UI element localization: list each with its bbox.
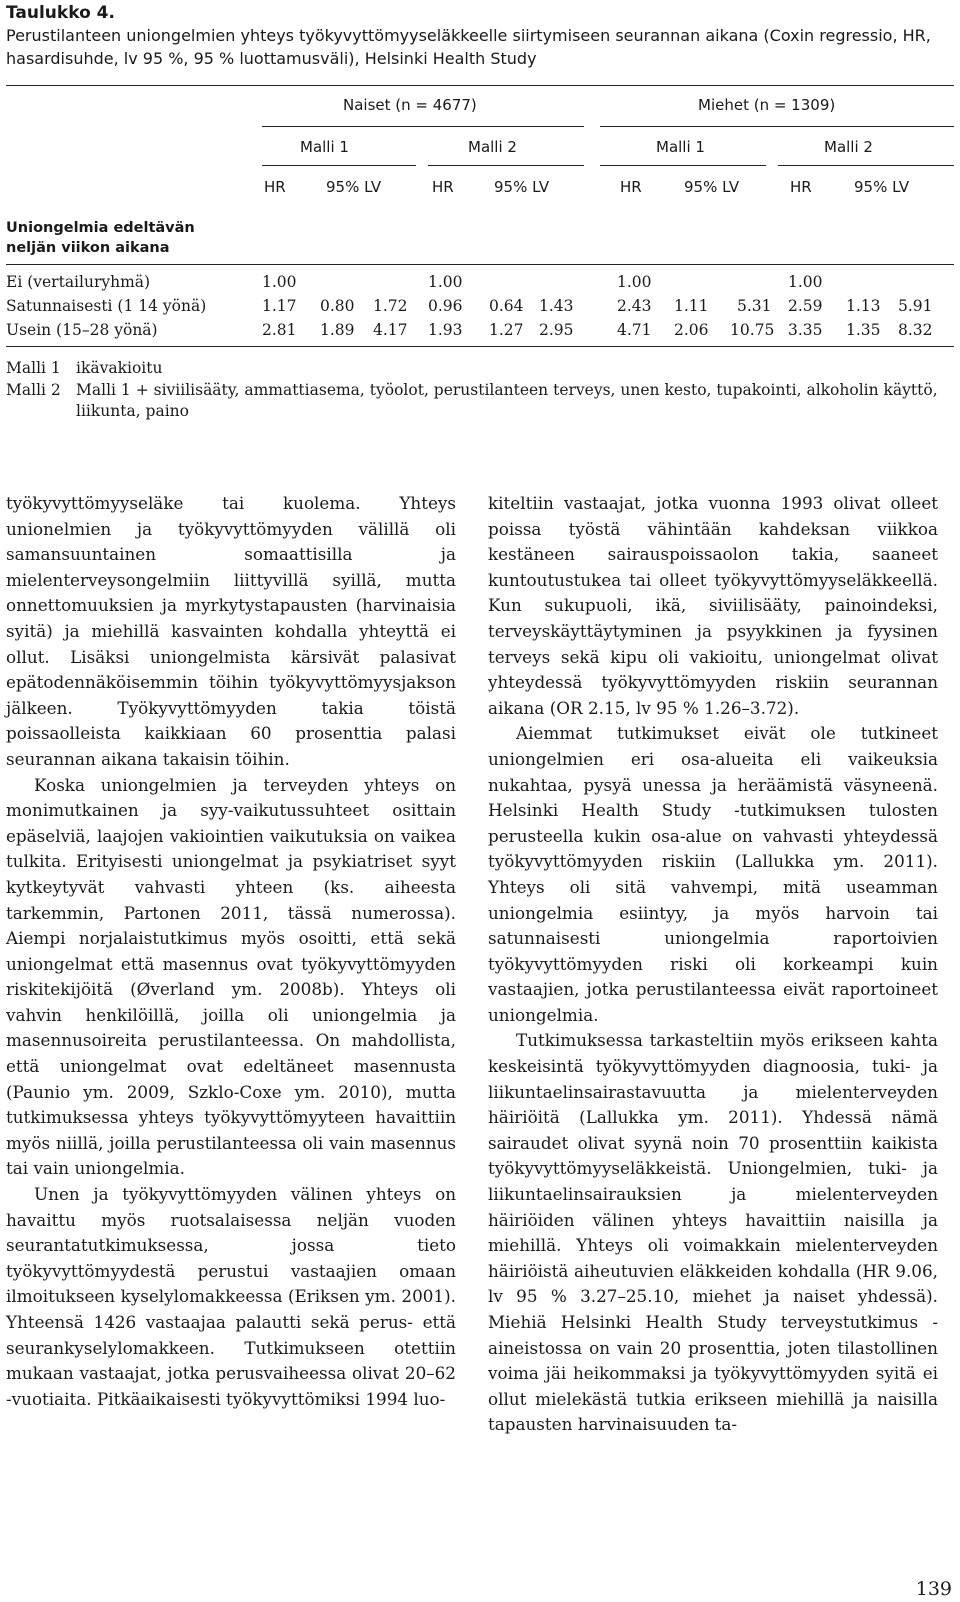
subheader-hr: HR (620, 178, 642, 196)
subheader-ci: 95% LV (326, 178, 382, 196)
model-rule-2 (428, 165, 584, 166)
paragraph: Tutkimuksessa tarkasteltiin myös erikseen kahta keskeisintä työkyvyttömyyden diagnoosia, tuki- ja liikuntaelinsairastavuutta ja mielenterveyden häiriöitä (Lallukka ym. 2011). Yhdessä nämä sairaudet olivat syynä noin 70 prosenttiin kaikista työkyvyttömyyseläkkeistä. Uniongelmien, tuki- ja liikuntaelinsairauksien ja mielenterveyden häiriöiden välinen yhteys havaittiin naisilla ja miehillä. Yhteys oli voimakkain mielenterveyden häiriöistä aiheutuvien eläkkeiden kohdalla (HR 9.06, lv 95 % 3.27–25.10, miehet ja naiset yhdessä). Miehiä Helsinki Health Study terveystutkimus -aineistossa on vain 20 prosenttia, joten tilastollinen voima jäi heikommaksi ja työkyvyttömyyden syitä ei ollut mielekästä tutkia erikseen miehillä ja naisilla tapausten harvinaisuuden ta- (488, 1030, 938, 1435)
group-rule-naiset (262, 126, 584, 127)
table-cell: 1.43 (539, 297, 574, 315)
group-header-naiset: Naiset (n = 4677) (343, 96, 477, 114)
table-cell: 1.35 (846, 321, 881, 339)
table-caption (6, 2, 956, 70)
table-cell: 0.96 (428, 297, 463, 315)
table-cell: 8.32 (898, 321, 933, 339)
table-cell: 1.27 (489, 321, 524, 339)
row-label: Usein (15–28 yönä) (6, 321, 158, 339)
table-top-rule (6, 85, 954, 86)
table-caption-label: Taulukko 4. (6, 3, 115, 23)
table-cell: 5.31 (737, 297, 772, 315)
subheader-ci: 95% LV (494, 178, 550, 196)
table-cell: 1.13 (846, 297, 881, 315)
group-header-miehet: Miehet (n = 1309) (698, 96, 836, 114)
paragraph: Koska uniongelmien ja terveyden yhteys on monimutkainen ja syy-vaikutussuhteet osittain epäselviä, laajojen vakiointien vaikutuksia on vaikea tulkita. Erityisesti uniongelmat ja psykiatriset syyt kytkeytyvät vahvasti yhteen (ks. aiheesta tarkemmin, Partonen 2011, tässä numerossa). Aiempi norjalaistutkimus myös osoitti, että sekä uniongelmat että masennus ovat työkyvyttömyyden riskitekijöitä (Øverland ym. 2008b). Yhteys oli vahvin henkilöillä, joilla oli uniongelmia ja masennusoireita perustilanteessa. On mahdollista, että uniongelmat ovat edeltäneet masennusta (Paunio ym. 2009, Szklo-Coxe ym. 2010), mutta tutkimuksessa yhteys työkyvyttömyyteen havaittiin myös niillä, joilla perustilanteessa oli vain masennus tai vain uniongelmia. (6, 774, 456, 1179)
table-cell: 10.75 (730, 321, 775, 339)
paragraph: työkyvyttömyyseläke tai kuolema. Yhteys unionelmien ja työkyvyttömyyden välillä oli samansuuntainen somaattisilla ja mielenterveysongelmiin liittyvillä syillä, mutta onnettomuuksien ja myrkytystapausten (harvinaisia syitä) ja miehillä kasvainten kohdalla yhteyttä ei ollut. Lisäksi uniongelmista kärsivät palasivat epätodennäköisemmin töihin työkyvyttömyysjakson jälkeen. Työkyvyttömyyden takia töistä poissaolleista kaikkiaan 60 prosenttia palasi seurannan aikana takaisin töihin. (6, 493, 456, 769)
right-text-column (488, 491, 938, 1438)
subheader-ci: 95% LV (684, 178, 740, 196)
note-text: ikävakioitu (76, 359, 163, 377)
table-cell: 4.17 (373, 321, 408, 339)
model-rule-3 (600, 165, 766, 166)
table-cell: 1.11 (674, 297, 709, 315)
paragraph: Aiemmat tutkimukset eivät ole tutkineet uniongelmien eri osa-alueita eli vaikeuksia nukahtaa, pysyä unessa ja heräämistä väsyneenä. Helsinki Health Study -tutkimuksen tulosten perusteella kukin osa-alue on vahvasti yhteydessä työkyvyttömyyden riskiin (Lallukka ym. 2011). Yhteys oli sitä vahvempi, mitä useamman uniongelmia esiintyy, ja myös harvoin tai satunnaisesti uniongelmia raportoivien työkyvyttömyyden riski oli korkeampi kuin vastaajien, jotka perustilanteessa eivät raportoineet uniongelmia. (488, 723, 938, 1025)
model-header: Malli 2 (468, 138, 517, 156)
model-header: Malli 2 (824, 138, 873, 156)
paragraph: Unen ja työkyvyttömyyden välinen yhteys on havaittu myös ruotsalaisessa neljän vuoden seurantatutkimuksessa, jossa tieto työkyvyttömyydestä perustui vastaajien omaan ilmoitukseen kyselylomakkeessa (Eriksen ym. 2001). Yhteensä 1426 vastaajaa palautti sekä perus- että seurankyselylomakkeen. Tutkimukseen otettiin mukaan vastaajat, jotka perusvaiheessa olivat 20–62 -vuotiaita. Pitkäaikaisesti työkyvyttömiksi 1994 luo- (6, 1184, 456, 1409)
subheader-ci: 95% LV (854, 178, 910, 196)
table-cell: 1.00 (788, 273, 823, 291)
note-text: Malli 1 + siviilisääty, ammattiasema, työolot, perustilanteen terveys, unen kesto, tupakointi, alkoholin käyttö, liikunta, paino (76, 381, 938, 420)
table-cell: 1.89 (320, 321, 355, 339)
row-label: Satunnaisesti (1 14 yönä) (6, 297, 207, 315)
page-number: 139 (915, 1578, 952, 1600)
table-cell: 0.80 (320, 297, 355, 315)
table-cell: 0.64 (489, 297, 524, 315)
model-rule-4 (778, 165, 954, 166)
table-cell: 1.72 (373, 297, 408, 315)
table-cell: 2.95 (539, 321, 574, 339)
group-rule-miehet (600, 126, 954, 127)
table-cell: 2.43 (617, 297, 652, 315)
table-cell: 1.93 (428, 321, 463, 339)
table-cell: 1.17 (262, 297, 297, 315)
subheader-hr: HR (790, 178, 812, 196)
row-label: Ei (vertailuryhmä) (6, 273, 151, 291)
model-header: Malli 1 (656, 138, 705, 156)
paragraph: kiteltiin vastaajat, jotka vuonna 1993 olivat olleet poissa työstä vähintään kahdeksan viikkoa kestäneen sairauspoissaolon takia, saaneet kuntoutustukea tai olleet työkyvyttömyyseläkkeellä. Kun sukupuoli, ikä, siviilisääty, painoindeksi, terveyskäyttäytyminen ja psyykkinen ja fyysinen terveys sekä kipu oli vakioitu, uniongelmat olivat yhteydessä työkyvyttömyyden riskiin seurannan aikana (OR 2.15, lv 95 % 1.26–3.72). (488, 493, 938, 718)
model-rule-1 (262, 165, 416, 166)
table-cell: 1.00 (617, 273, 652, 291)
note-key: Malli 2 (6, 381, 61, 399)
table-cell: 5.91 (898, 297, 933, 315)
table-cell: 2.06 (674, 321, 709, 339)
table-caption-text: Perustilanteen uniongelmien yhteys työkyvyttömyyseläkkeelle siirtymiseen seurannan aikana (Coxin regressio, HR, hasardisuhde, lv 95 %, 95 % luottamusväli), Helsinki Health Study (6, 26, 931, 68)
table-cell: 2.81 (262, 321, 297, 339)
stub-heading: Uniongelmia edeltävän neljän viikon aikana (6, 220, 195, 256)
table-cell: 1.00 (262, 273, 297, 291)
subheader-hr: HR (432, 178, 454, 196)
header-bottom-rule (6, 264, 954, 265)
table-cell: 4.71 (617, 321, 652, 339)
note-key: Malli 1 (6, 359, 61, 377)
table-cell: 3.35 (788, 321, 823, 339)
table-bottom-rule (6, 346, 954, 347)
left-text-column (6, 491, 456, 1412)
table-cell: 1.00 (428, 273, 463, 291)
table-cell: 2.59 (788, 297, 823, 315)
subheader-hr: HR (264, 178, 286, 196)
model-header: Malli 1 (300, 138, 349, 156)
